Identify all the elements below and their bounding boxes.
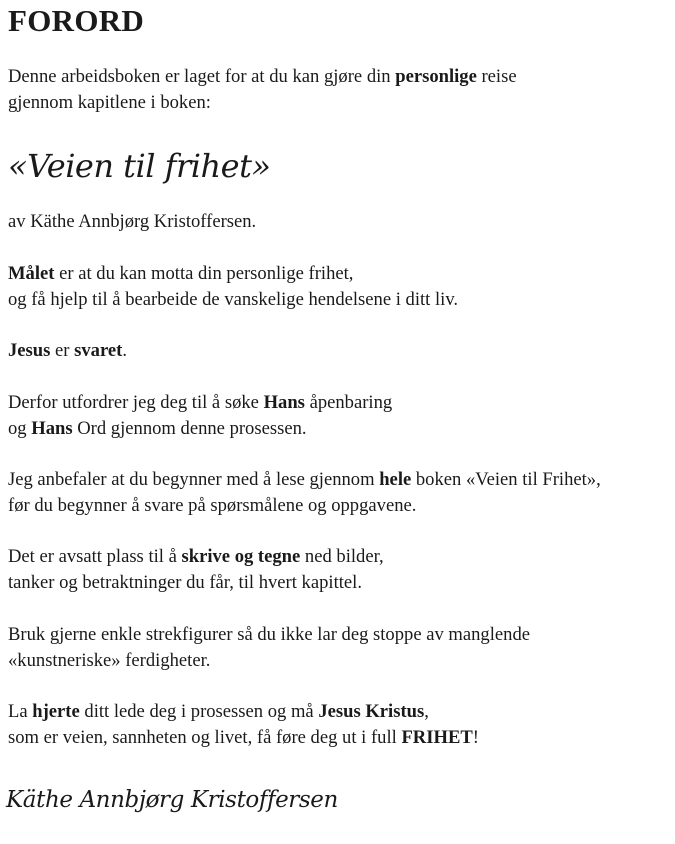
recommend-paragraph — [8, 467, 601, 518]
author-line: av Käthe Annbjørg Kristoffersen. — [8, 211, 257, 232]
answer-emphasis: Jesus — [8, 340, 51, 361]
challenge-text: Derfor utfordrer jeg deg til å søke — [8, 392, 264, 413]
book-title: «Veien til frihet» — [8, 147, 271, 185]
space-paragraph — [8, 544, 384, 595]
goal-text: og få hjelp til å bearbeide de vanskelige hendelsene i ditt liv. — [8, 288, 459, 310]
closing-text: ditt lede deg i prosessen og må — [79, 701, 319, 722]
recommend-emphasis: hele — [379, 469, 412, 490]
closing-text: La — [8, 701, 33, 722]
closing-paragraph — [8, 699, 479, 750]
recommend-text: før du begynner å svare på spørsmålene og oppgavene. — [8, 494, 417, 516]
challenge-text: åpenbaring — [304, 392, 393, 413]
figures-text: Bruk gjerne enkle strekfigurer så du ikke lar deg stoppe av manglende — [8, 624, 530, 645]
goal-text: er at du kan motta din personlige frihet, — [54, 263, 354, 284]
intro-text: gjennom kapitlene i boken: — [8, 91, 211, 113]
figures-paragraph — [8, 622, 530, 673]
intro-emphasis: personlige — [395, 66, 477, 87]
space-text: tanker og betraktninger du får, til hvert kapittel. — [8, 571, 362, 593]
intro-text: Denne arbeidsboken er laget for at du kan gjøre din — [8, 66, 396, 87]
closing-text: som er veien, sannheten og livet, få føre deg ut i full — [8, 726, 402, 748]
challenge-emphasis: Hans — [31, 417, 73, 439]
recommend-text: Jeg anbefaler at du begynner med å lese gjennom — [8, 469, 380, 490]
answer-paragraph — [8, 338, 127, 364]
closing-emphasis: Jesus Kristus — [318, 701, 425, 722]
answer-emphasis: svaret — [74, 340, 123, 361]
recommend-text: boken «Veien til Frihet», — [411, 469, 601, 490]
challenge-text: og — [8, 417, 32, 439]
closing-text: ! — [472, 726, 479, 748]
goal-paragraph — [8, 261, 458, 312]
challenge-paragraph — [8, 390, 392, 441]
closing-emphasis: FRIHET — [401, 726, 473, 748]
figures-text: «kunstneriske» ferdigheter. — [8, 649, 211, 671]
intro-text: reise — [476, 66, 517, 87]
space-text: Det er avsatt plass til å — [8, 546, 182, 567]
closing-emphasis: hjerte — [32, 701, 80, 722]
signature: Käthe Annbjørg Kristoffersen — [6, 787, 338, 813]
intro-paragraph — [8, 64, 517, 115]
space-emphasis: skrive og tegne — [181, 546, 301, 567]
space-text: ned bilder, — [300, 546, 384, 567]
challenge-emphasis: Hans — [263, 392, 305, 413]
page-title: FORORD — [8, 3, 145, 38]
goal-emphasis: Målet — [8, 263, 55, 284]
answer-text: . — [122, 340, 127, 361]
answer-text: er — [50, 340, 75, 361]
closing-text: , — [424, 701, 429, 722]
challenge-text: Ord gjennom denne prosessen. — [72, 417, 307, 439]
